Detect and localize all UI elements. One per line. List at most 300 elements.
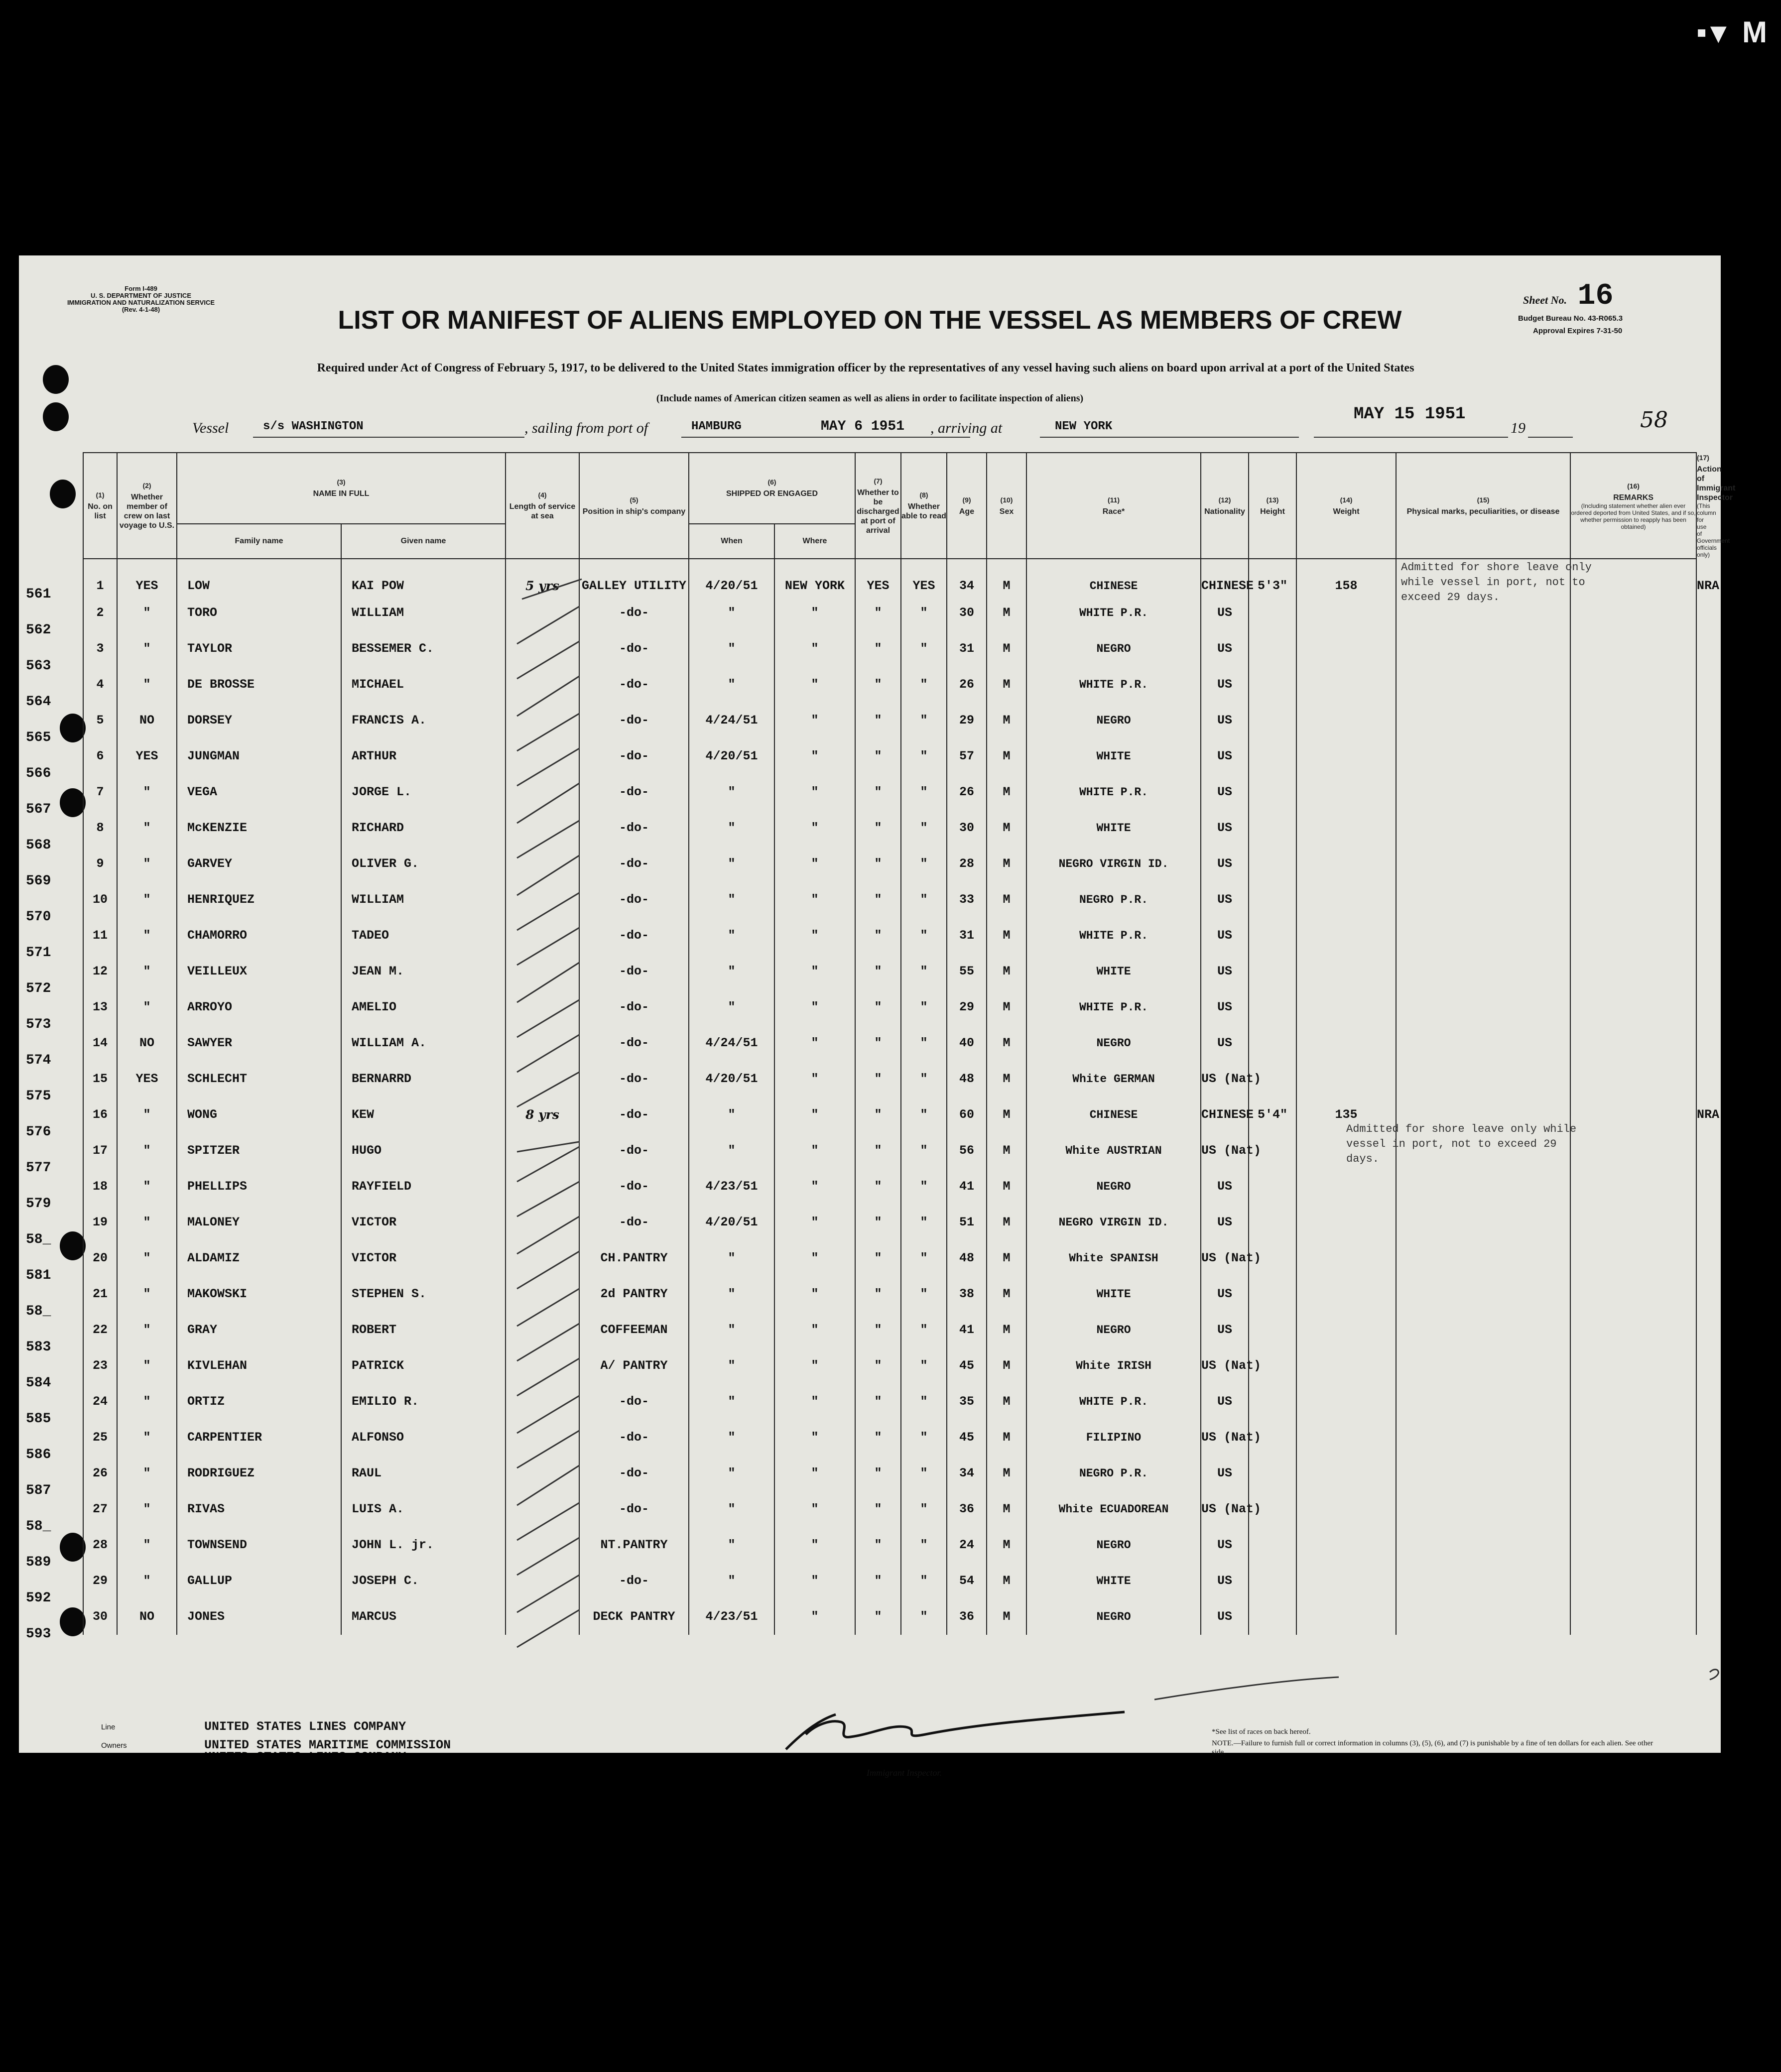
cell-nationality: US <box>1201 846 1249 882</box>
cell-age: 31 <box>947 631 987 667</box>
row-number: 586 <box>26 1447 51 1463</box>
cell-read: " <box>901 595 947 631</box>
cell-where: " <box>774 1527 855 1563</box>
cell-position: -do- <box>579 1025 689 1061</box>
cell-where: " <box>774 1599 855 1635</box>
cell-sex: M <box>987 989 1026 1025</box>
col-discharged: (7) Whether to be discharged at port of arrival <box>855 453 901 559</box>
pencil-ditto <box>517 1465 579 1505</box>
cell-read: " <box>901 882 947 918</box>
cell-crew: " <box>117 1276 177 1312</box>
cell-when: " <box>689 1420 774 1456</box>
cell-race: White IRISH <box>1026 1348 1201 1384</box>
cell-read: " <box>901 1348 947 1384</box>
cell-no: 23 <box>83 1348 117 1384</box>
cell-when: " <box>689 918 774 954</box>
cell-discharged: " <box>855 846 901 882</box>
cell-when: " <box>689 1133 774 1169</box>
pencil-ditto <box>517 855 579 895</box>
cell-where: " <box>774 738 855 774</box>
table-row: 16 " WONG KEW 8 yrs -do- " " " " 60 M CHINESE CHINESE 5'4" 135 NRA <box>83 1097 1696 1133</box>
cell-no: 29 <box>83 1563 117 1599</box>
cell-nationality: CHINESE <box>1201 1097 1249 1133</box>
cell-race: FILIPINO <box>1026 1420 1201 1456</box>
cell-height: 5'4" <box>1249 1097 1296 1133</box>
cell-position: -do- <box>579 882 689 918</box>
cell-given-name: ARTHUR <box>341 738 506 774</box>
cell-given-name: WILLIAM <box>341 595 506 631</box>
row-number: 569 <box>26 873 51 889</box>
cell-crew: " <box>117 1527 177 1563</box>
row-number: 573 <box>26 1017 51 1032</box>
cell-age: 48 <box>947 1061 987 1097</box>
cell-position: -do- <box>579 810 689 846</box>
budget-bureau: Budget Bureau No. 43-R065.3 <box>1518 314 1623 323</box>
year-label: 19 <box>1511 420 1526 436</box>
cell-where: " <box>774 667 855 703</box>
cell-given-name: PATRICK <box>341 1348 506 1384</box>
cell-crew: " <box>117 774 177 810</box>
cell-race: CHINESE <box>1026 559 1201 595</box>
cell-position: -do- <box>579 1420 689 1456</box>
row-number: 571 <box>26 945 51 961</box>
page-subtitle-note: (Include names of American citizen seamen as well as aliens in order to facilitate inspection of aliens) <box>656 393 1084 404</box>
cell-position: COFFEEMAN <box>579 1312 689 1348</box>
row-number: 583 <box>26 1340 51 1355</box>
cell-discharged: YES <box>855 559 901 595</box>
inspector-label: Immigrant Inspector. <box>867 1768 942 1778</box>
cell-crew: " <box>117 1312 177 1348</box>
cell-sex: M <box>987 882 1026 918</box>
cell-no: 16 <box>83 1097 117 1133</box>
cell-given-name: MICHAEL <box>341 667 506 703</box>
col-able-to-read: (8) Whether able to read <box>901 453 947 559</box>
cell-discharged: " <box>855 1563 901 1599</box>
cell-crew: " <box>117 1097 177 1133</box>
cell-discharged: " <box>855 774 901 810</box>
cell-where: " <box>774 1384 855 1420</box>
cell-race: White AUSTRIAN <box>1026 1133 1201 1169</box>
cell-given-name: WILLIAM A. <box>341 1025 506 1061</box>
cell-nationality: US (Nat) <box>1201 1420 1249 1456</box>
cell-nationality: US <box>1201 703 1249 738</box>
row-number: 565 <box>26 730 51 745</box>
cell-sex: M <box>987 1456 1026 1491</box>
cell-position: -do- <box>579 954 689 989</box>
cell-position: -do- <box>579 1384 689 1420</box>
cell-read: " <box>901 1384 947 1420</box>
cell-crew: NO <box>117 1025 177 1061</box>
cell-discharged: " <box>855 1097 901 1133</box>
approval-expiry: Approval Expires 7-31-50 <box>1533 327 1623 335</box>
cell-given-name: TADEO <box>341 918 506 954</box>
cell-sex: M <box>987 1599 1026 1635</box>
cell-read: " <box>901 954 947 989</box>
races-note: *See list of races on back hereof. <box>1212 1728 1311 1736</box>
pencil-ditto <box>517 676 579 716</box>
sheet-label: Sheet No. <box>1523 294 1567 306</box>
cell-nationality: US <box>1201 1563 1249 1599</box>
cell-crew: NO <box>117 1599 177 1635</box>
cell-family-name: CHAMORRO <box>177 918 341 954</box>
cell-position: -do- <box>579 989 689 1025</box>
cell-when: 4/20/51 <box>689 1061 774 1097</box>
cell-no: 21 <box>83 1276 117 1312</box>
cell-given-name: RAUL <box>341 1456 506 1491</box>
cell-race: NEGRO <box>1026 1169 1201 1205</box>
pencil-ditto <box>517 783 579 823</box>
cell-sex: M <box>987 559 1026 595</box>
cell-crew: " <box>117 1133 177 1169</box>
cell-crew: YES <box>117 1061 177 1097</box>
cell-weight: 135 <box>1296 1097 1396 1133</box>
cell-when: " <box>689 1563 774 1599</box>
pencil-ditto <box>517 1035 579 1072</box>
cell-when: " <box>689 1527 774 1563</box>
pencil-ditto <box>517 714 579 751</box>
row-number: 576 <box>26 1124 51 1140</box>
pencil-marks <box>19 255 1721 1753</box>
cell-where: NEW YORK <box>774 559 855 595</box>
cell-read: " <box>901 989 947 1025</box>
cell-position: -do- <box>579 738 689 774</box>
cell-discharged: " <box>855 1025 901 1061</box>
cell-crew: " <box>117 989 177 1025</box>
cell-no: 18 <box>83 1169 117 1205</box>
pencil-ditto <box>517 1251 579 1289</box>
cell-given-name: JORGE L. <box>341 774 506 810</box>
row-number: 584 <box>26 1375 51 1391</box>
cell-race: WHITE <box>1026 738 1201 774</box>
cell-discharged: " <box>855 1420 901 1456</box>
cell-given-name: JEAN M. <box>341 954 506 989</box>
pencil-ditto <box>517 1575 579 1612</box>
pencil-ditto <box>517 1000 579 1037</box>
row-number: 564 <box>26 694 51 710</box>
cell-sex: M <box>987 1563 1026 1599</box>
cell-where: " <box>774 882 855 918</box>
row-number: 58_ <box>26 1304 51 1319</box>
cell-read: " <box>901 1527 947 1563</box>
cell-position: CH.PANTRY <box>579 1240 689 1276</box>
cell-age: 55 <box>947 954 987 989</box>
cell-discharged: " <box>855 918 901 954</box>
cell-nationality: US <box>1201 1527 1249 1563</box>
cell-read: " <box>901 810 947 846</box>
cell-crew: " <box>117 810 177 846</box>
cell-nationality: US <box>1201 954 1249 989</box>
cell-sex: M <box>987 954 1026 989</box>
col-height: (13) Height <box>1249 453 1296 559</box>
cell-when: 4/20/51 <box>689 738 774 774</box>
cell-discharged: " <box>855 954 901 989</box>
cell-position: -do- <box>579 1456 689 1491</box>
cell-no: 4 <box>83 667 117 703</box>
cell-read: " <box>901 1061 947 1097</box>
cell-nationality: US <box>1201 667 1249 703</box>
department: U. S. DEPARTMENT OF JUSTICE <box>91 292 191 299</box>
cell-when: " <box>689 1384 774 1420</box>
cell-sex: M <box>987 703 1026 738</box>
vessel-name: s/s WASHINGTON <box>263 420 364 433</box>
row-number: 581 <box>26 1268 51 1283</box>
cell-crew: " <box>117 631 177 667</box>
cell-no: 2 <box>83 595 117 631</box>
cell-age: 34 <box>947 559 987 595</box>
film-edge-marks: ▪▾ M <box>1696 15 1771 49</box>
cell-race: NEGRO P.R. <box>1026 1456 1201 1491</box>
cell-family-name: PHELLIPS <box>177 1169 341 1205</box>
col-family-name: Family name <box>177 524 341 559</box>
page-title: LIST OR MANIFEST OF ALIENS EMPLOYED ON THE VESSEL AS MEMBERS OF CREW <box>338 306 1402 335</box>
cell-race: WHITE P.R. <box>1026 595 1201 631</box>
cell-nationality: US (Nat) <box>1201 1133 1249 1169</box>
cell-family-name: RIVAS <box>177 1491 341 1527</box>
cell-race: NEGRO <box>1026 1312 1201 1348</box>
pencil-ditto <box>517 893 579 930</box>
cell-when: 4/23/51 <box>689 1169 774 1205</box>
cell-no: 6 <box>83 738 117 774</box>
cell-sex: M <box>987 1025 1026 1061</box>
cell-family-name: MALONEY <box>177 1205 341 1240</box>
cell-race: CHINESE <box>1026 1097 1201 1133</box>
cell-crew: " <box>117 1491 177 1527</box>
cell-family-name: ARROYO <box>177 989 341 1025</box>
cell-when: " <box>689 882 774 918</box>
col-position: (5) Position in ship's company <box>579 453 689 559</box>
cell-crew: " <box>117 667 177 703</box>
cell-sex: M <box>987 810 1026 846</box>
cell-discharged: " <box>855 882 901 918</box>
cell-sex: M <box>987 595 1026 631</box>
cell-race: White SPANISH <box>1026 1240 1201 1276</box>
cell-given-name: LUIS A. <box>341 1491 506 1527</box>
cell-no: 27 <box>83 1491 117 1527</box>
pencil-ditto <box>517 1358 579 1396</box>
cell-no: 25 <box>83 1420 117 1456</box>
arriving-label: , arriving at <box>930 420 1003 436</box>
signature-stroke <box>786 1712 1125 1749</box>
cell-no: 28 <box>83 1527 117 1563</box>
cell-family-name: TAYLOR <box>177 631 341 667</box>
cell-nationality: US <box>1201 1025 1249 1061</box>
cell-given-name: KAI POW <box>341 559 506 595</box>
pencil-ditto <box>517 963 579 1002</box>
cell-service: 5 yrs <box>506 559 579 595</box>
cell-nationality: US <box>1201 989 1249 1025</box>
form-number: Form I-489 <box>125 285 157 292</box>
cell-given-name: RICHARD <box>341 810 506 846</box>
cell-crew: " <box>117 1240 177 1276</box>
cell-where: " <box>774 918 855 954</box>
cell-age: 54 <box>947 1563 987 1599</box>
cell-age: 24 <box>947 1527 987 1563</box>
cell-when: 4/24/51 <box>689 1025 774 1061</box>
remarks-row-1: Admitted for shore leave only while vessel in port, not to exceed 29 days. <box>1401 561 1592 604</box>
cell-discharged: " <box>855 1205 901 1240</box>
cell-crew: " <box>117 1348 177 1384</box>
cell-given-name: BERNARRD <box>341 1061 506 1097</box>
cell-where: " <box>774 1491 855 1527</box>
cell-nationality: US <box>1201 1456 1249 1491</box>
pencil-ditto <box>517 1431 579 1468</box>
cell-no: 5 <box>83 703 117 738</box>
pencil-ditto <box>517 1538 579 1575</box>
cell-crew: " <box>117 1563 177 1599</box>
cell-age: 45 <box>947 1348 987 1384</box>
cell-given-name: JOSEPH C. <box>341 1563 506 1599</box>
cell-given-name: MARCUS <box>341 1599 506 1635</box>
cell-where: " <box>774 631 855 667</box>
cell-position: -do- <box>579 918 689 954</box>
cell-sex: M <box>987 918 1026 954</box>
cell-when: " <box>689 1097 774 1133</box>
cell-race: WHITE <box>1026 810 1201 846</box>
cell-age: 26 <box>947 774 987 810</box>
cell-race: NEGRO VIRGIN ID. <box>1026 1205 1201 1240</box>
cell-age: 45 <box>947 1420 987 1456</box>
cell-when: " <box>689 1312 774 1348</box>
cell-read: " <box>901 1205 947 1240</box>
cell-race: NEGRO <box>1026 1599 1201 1635</box>
cell-family-name: LOW <box>177 559 341 595</box>
cell-when: " <box>689 989 774 1025</box>
cell-no: 17 <box>83 1133 117 1169</box>
cell-when: " <box>689 1491 774 1527</box>
cell-race: WHITE P.R. <box>1026 774 1201 810</box>
cell-position: -do- <box>579 774 689 810</box>
cell-family-name: SCHLECHT <box>177 1061 341 1097</box>
cell-no: 14 <box>83 1025 117 1061</box>
col-physical-marks: (15) Physical marks, peculiarities, or disease <box>1396 453 1570 559</box>
cell-nationality: US <box>1201 1599 1249 1635</box>
cell-nationality: US <box>1201 1169 1249 1205</box>
cell-age: 41 <box>947 1169 987 1205</box>
cell-no: 9 <box>83 846 117 882</box>
cell-race: White GERMAN <box>1026 1061 1201 1097</box>
cell-family-name: WONG <box>177 1097 341 1133</box>
cell-given-name: OLIVER G. <box>341 846 506 882</box>
cell-where: " <box>774 1205 855 1240</box>
cell-height: 5'3" <box>1249 559 1296 595</box>
cell-given-name: EMILIO R. <box>341 1384 506 1420</box>
cell-nationality: US (Nat) <box>1201 1491 1249 1527</box>
cell-crew: " <box>117 1456 177 1491</box>
cell-position: DECK PANTRY <box>579 1599 689 1635</box>
sailing-port: HAMBURG <box>691 420 742 433</box>
cell-family-name: KIVLEHAN <box>177 1348 341 1384</box>
col-name-in-full: (3) NAME IN FULL <box>177 453 506 524</box>
manifest-sheet <box>19 255 1736 1753</box>
cell-where: " <box>774 1563 855 1599</box>
cell-nationality: US <box>1201 1384 1249 1420</box>
row-number: 587 <box>26 1483 51 1498</box>
cell-age: 33 <box>947 882 987 918</box>
cell-age: 29 <box>947 703 987 738</box>
cell-family-name: CARPENTIER <box>177 1420 341 1456</box>
line-label: Line <box>101 1723 116 1731</box>
cell-discharged: " <box>855 667 901 703</box>
vessel-label: Vessel <box>192 420 229 436</box>
cell-no: 19 <box>83 1205 117 1240</box>
cell-when: 4/20/51 <box>689 1205 774 1240</box>
col-crew-last-voyage: (2) Whether member of crew on last voyage to U.S. <box>117 453 177 559</box>
cell-sex: M <box>987 1169 1026 1205</box>
cell-sex: M <box>987 1097 1026 1133</box>
cell-family-name: VEILLEUX <box>177 954 341 989</box>
cell-given-name: FRANCIS A. <box>341 703 506 738</box>
pencil-flourish <box>1154 1677 1339 1700</box>
cell-nationality: US <box>1201 738 1249 774</box>
cell-sex: M <box>987 1312 1026 1348</box>
pencil-ditto <box>517 748 579 786</box>
cell-read: " <box>901 667 947 703</box>
pencil-ditto <box>517 641 579 679</box>
cell-nationality: US <box>1201 918 1249 954</box>
cell-position: -do- <box>579 667 689 703</box>
row-number: 579 <box>26 1196 51 1212</box>
sailing-label: , sailing from port of <box>524 420 648 436</box>
cell-discharged: " <box>855 738 901 774</box>
penalty-note: NOTE.—Failure to furnish full or correct information in columns (3), (5), (6), and (7) is punishable by a fine of ten dollars for each alien. See other side. <box>1212 1739 1653 1756</box>
cell-where: " <box>774 810 855 846</box>
pencil-ditto <box>517 1610 579 1647</box>
cell-race: WHITE <box>1026 954 1201 989</box>
col-shipped-engaged: (6) SHIPPED OR ENGAGED <box>689 453 855 524</box>
cell-no: 15 <box>83 1061 117 1097</box>
cell-read: " <box>901 1312 947 1348</box>
cell-age: 51 <box>947 1205 987 1240</box>
row-number: 562 <box>26 622 51 638</box>
col-length-of-service: (4) Length of service at sea <box>506 453 579 559</box>
cell-when: " <box>689 1276 774 1312</box>
cell-discharged: " <box>855 595 901 631</box>
row-number: 592 <box>26 1590 51 1606</box>
pencil-flourish <box>1710 1670 1718 1680</box>
cell-sex: M <box>987 1240 1026 1276</box>
cell-given-name: STEPHEN S. <box>341 1276 506 1312</box>
cell-family-name: JUNGMAN <box>177 738 341 774</box>
col-age: (9) Age <box>947 453 987 559</box>
cell-nationality: US <box>1201 1205 1249 1240</box>
cell-sex: M <box>987 1491 1026 1527</box>
cell-family-name: DORSEY <box>177 703 341 738</box>
cell-position: -do- <box>579 1097 689 1133</box>
cell-no: 26 <box>83 1456 117 1491</box>
col-nationality: (12) Nationality <box>1201 453 1249 559</box>
cell-race: WHITE P.R. <box>1026 667 1201 703</box>
cell-crew: YES <box>117 738 177 774</box>
cell-no: 7 <box>83 774 117 810</box>
cell-discharged: " <box>855 631 901 667</box>
cell-nationality: US (Nat) <box>1201 1240 1249 1276</box>
cell-sex: M <box>987 1420 1026 1456</box>
cell-when: " <box>689 846 774 882</box>
cell-family-name: GARVEY <box>177 846 341 882</box>
col-given-name: Given name <box>341 524 506 559</box>
cell-sex: M <box>987 774 1026 810</box>
cell-where: " <box>774 1025 855 1061</box>
cell-family-name: RODRIGUEZ <box>177 1456 341 1491</box>
row-number: 574 <box>26 1053 51 1068</box>
cell-nationality: US <box>1201 810 1249 846</box>
cell-read: " <box>901 1097 947 1133</box>
cell-when: " <box>689 667 774 703</box>
cell-position: -do- <box>579 1563 689 1599</box>
cell-age: 29 <box>947 989 987 1025</box>
cell-crew: NO <box>117 703 177 738</box>
cell-crew: " <box>117 846 177 882</box>
